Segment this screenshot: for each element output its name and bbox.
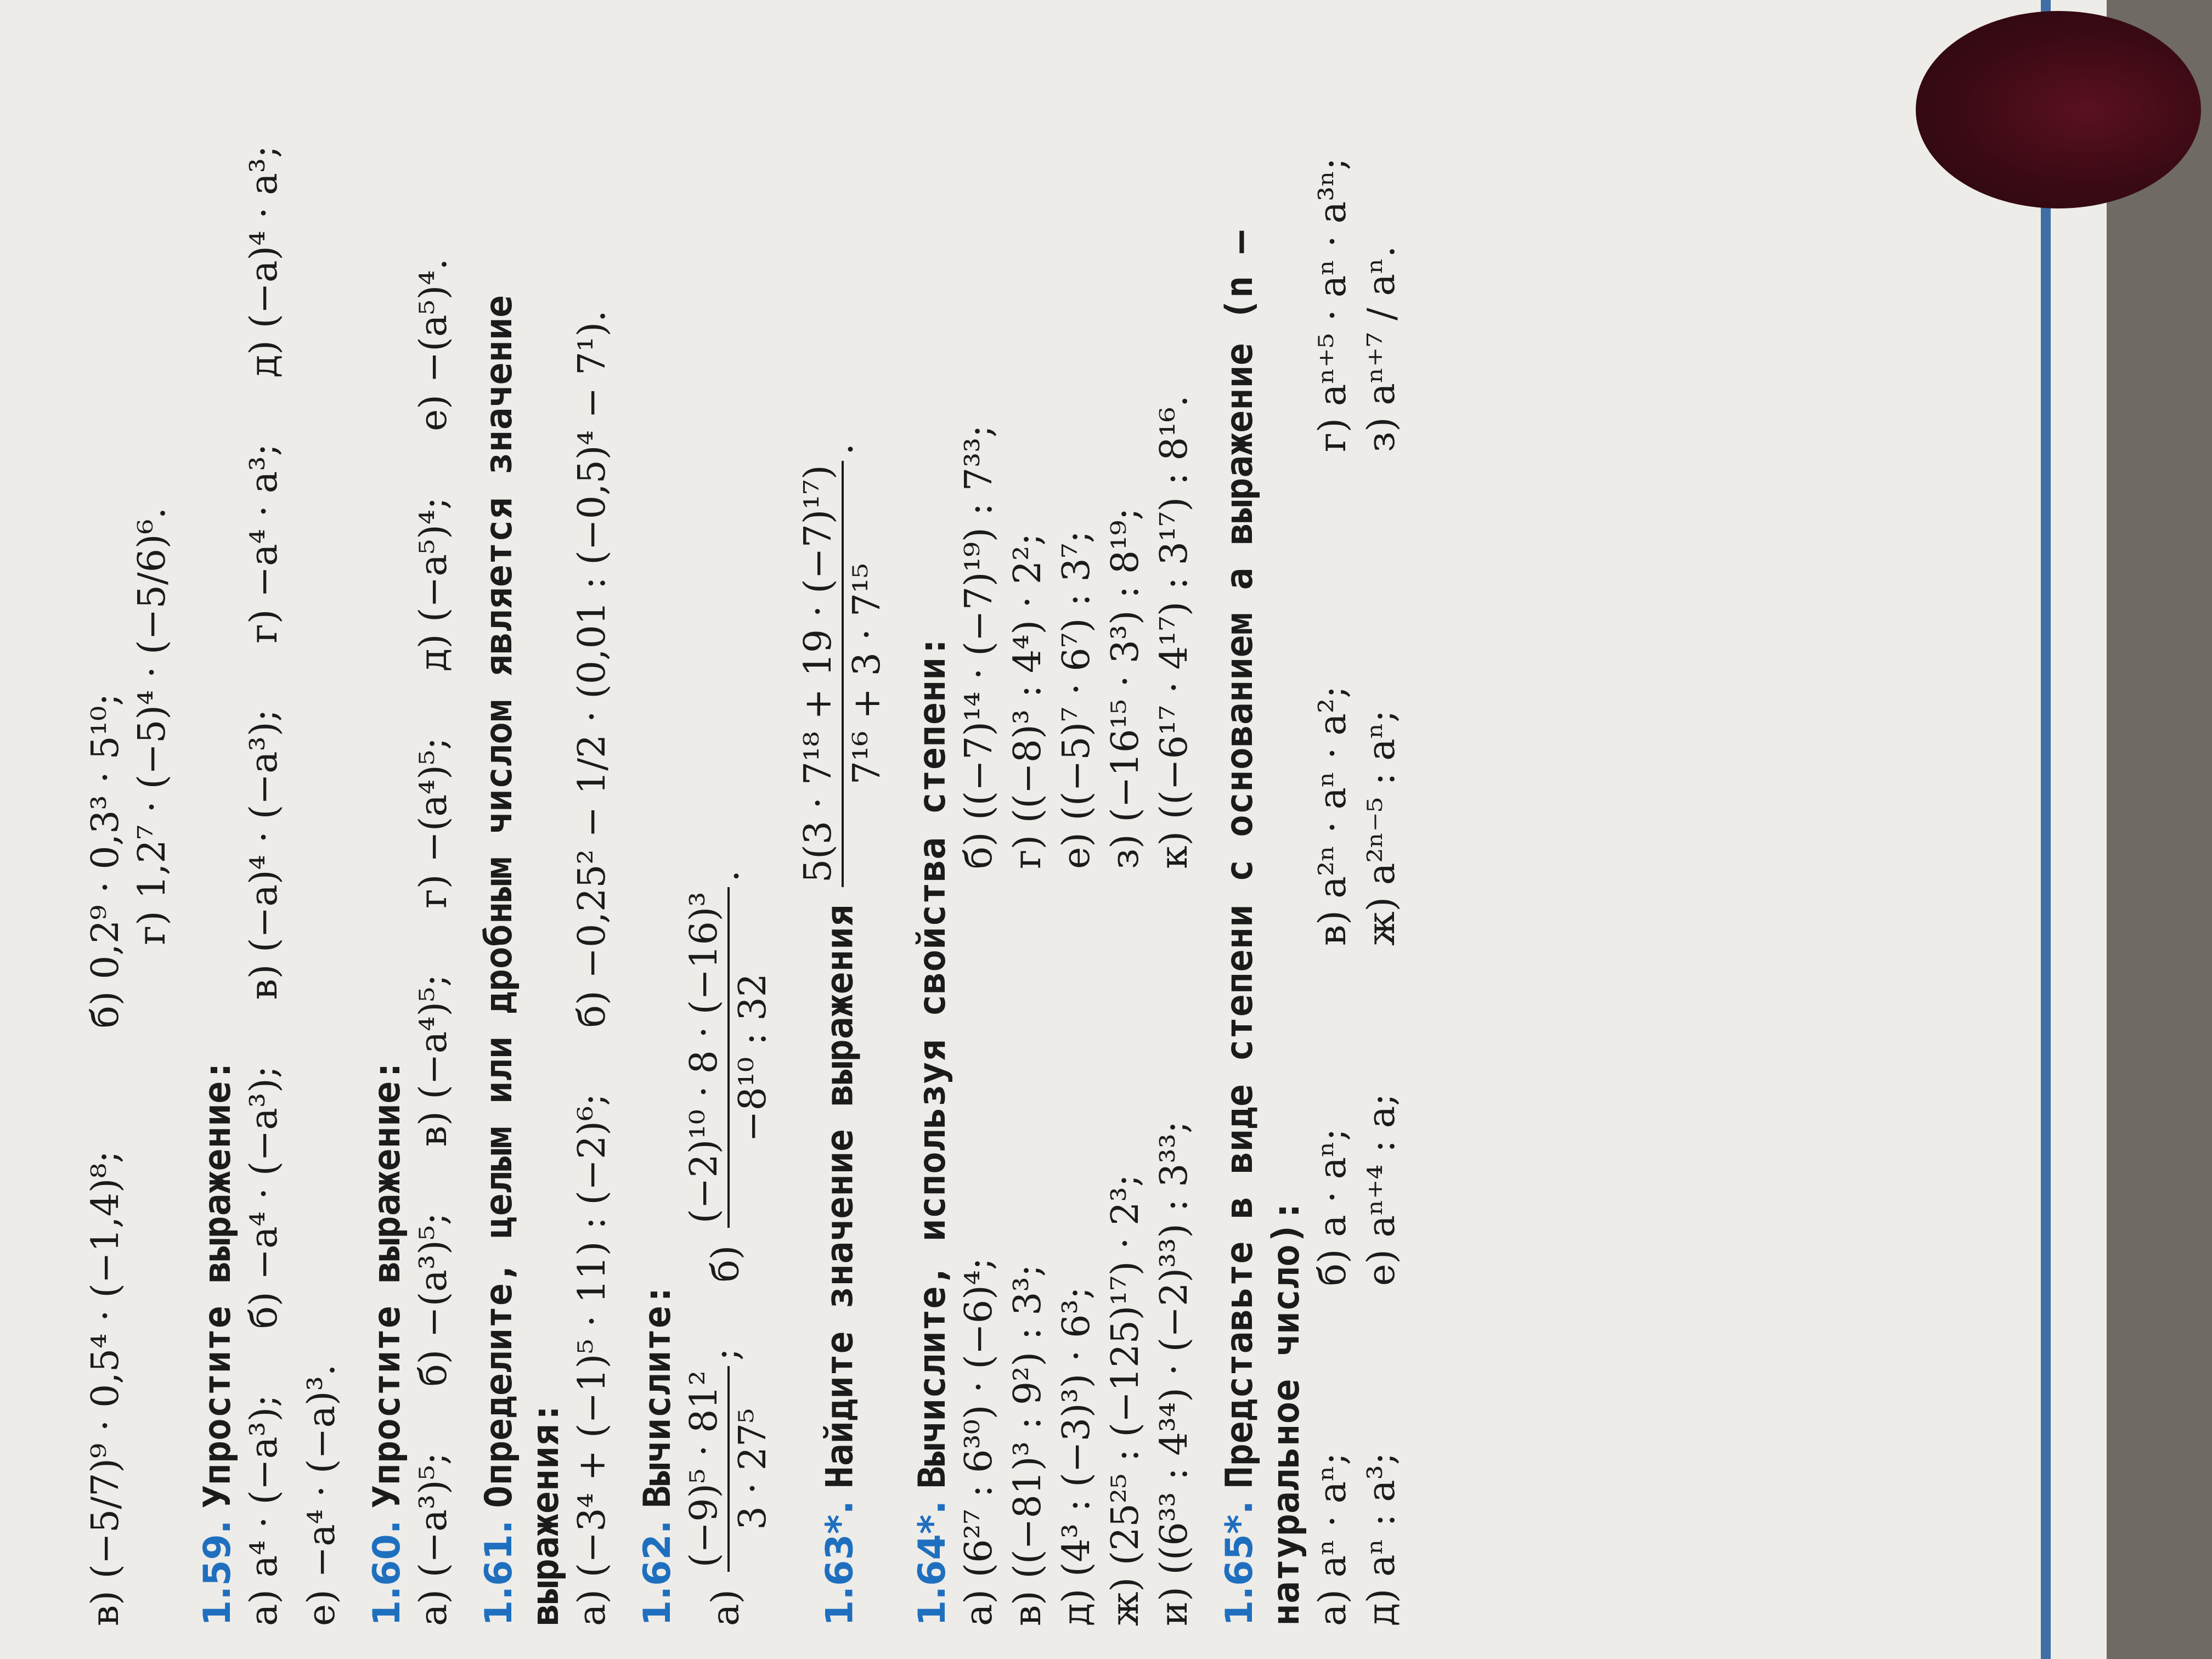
problem-item: б) ((−7)¹⁴ · (−7)¹⁹) : 7³³; [957,425,1001,869]
problem-title: Упростите выражение: [365,1058,409,1508]
problem-item: б) −(a³)⁵; [412,1212,455,1387]
problem-title: Определите, целым или дробным числом является значение выражения: [477,295,567,1626]
problem-item: ж) (25²⁵ : (−125)¹⁷) · 2³; [1104,1174,1147,1626]
problem-number: 1.61. [477,1520,521,1626]
problem-title: Вычислите, используя свойства степени: [911,635,954,1489]
problem-number: 1.60. [365,1520,409,1626]
problem-item: е) aⁿ⁺⁴ : a; [1360,1093,1403,1286]
fraction [681,1366,776,1572]
fraction-expression [681,870,776,1282]
problem-item: з) aⁿ⁺⁷ / aⁿ. [1360,245,1403,452]
problem-item: б) −0,25² − 1/2 · (0,01 : (−0,5)⁴ − 7¹). [571,310,614,1028]
problem-title: Представьте в виде степени с основанием a выражение (n — натуральное число): [1218,230,1308,1626]
problem-item: а) a⁴ · (−a³); [242,1394,286,1626]
problem-1-65 [1216,99,1405,1626]
page-content [82,99,2074,1626]
problem-item: в) (−a)⁴ · (−a³); [242,709,286,1000]
problem-item: б) a · aⁿ; [1311,1128,1355,1286]
problem-item: д) aⁿ : a³; [1360,1452,1403,1626]
problem-item: б) −a⁴ · (−a³); [242,1065,286,1329]
problem-item: з) (−16¹⁵ · 3³) : 8¹⁹; [1104,507,1147,869]
numerator: (−2)¹⁰ · 8 · (−16)³ [681,887,730,1228]
problem-1-61 [476,99,616,1626]
item-tail: ; [704,1348,748,1361]
problem-item: ж) a²ⁿ⁻⁵ : aⁿ; [1360,709,1403,946]
top-item-label: в) [84,1590,127,1626]
problem-item: д) (−a⁵)⁴; [412,496,455,672]
denominator: −8¹⁰ : 32 [731,973,775,1142]
problem-1-62 [634,99,776,1626]
problem-item: и) ((6³³ : 4³⁴) · (−2)³³) : 3³³; [1153,1121,1196,1626]
problem-item: г) aⁿ⁺⁵ · aⁿ · a³ⁿ; [1311,157,1355,452]
denominator: 7¹⁶ + 3 · 7¹⁵ [845,563,889,785]
problem-item: г) −a⁴ · a³; [242,443,286,644]
denominator: 3 · 27⁵ [731,1408,775,1530]
problem-number: 1.63*. [818,1500,862,1626]
problem-item: в) a²ⁿ · aⁿ · a²; [1311,685,1355,946]
fraction-expression [681,1348,776,1626]
problem-item: е) −a⁴ · (−a)³. [300,1364,343,1626]
problem-item: а) (−3⁴ + (−1)⁵ · 11) : (−2)⁶; [571,1093,614,1626]
problem-item: а) (−a³)⁵; [412,1452,455,1626]
top-item-expr: 1,2⁷ · (−5)⁴ · (−5/6)⁶. [131,507,174,899]
problem-item: в) (−a⁴)⁵; [412,974,455,1147]
problem-item: е) −(a⁵)⁴. [412,258,455,431]
problem-item: а) aⁿ · aⁿ; [1311,1452,1355,1626]
problem-title: Найдите значение выражения [818,904,862,1489]
numerator: (−9)⁵ · 81² [681,1366,730,1572]
problem-number: 1.62. [636,1520,679,1626]
fraction [795,461,890,888]
problem-item: в) ((−81)³ : 9²) : 3³; [1006,1264,1049,1626]
numerator: 5(3 · 7¹⁸ + 19 · (−7)¹⁷) [795,461,844,888]
problem-number: 1.64*. [911,1500,954,1626]
problem-1-63 [795,99,890,1626]
problem-item: е) ((−5)⁷ · 6⁷) : 3⁷; [1055,531,1098,869]
problem-item: д) (−a)⁴ · a³; [242,145,286,378]
item-tail: . [704,870,748,882]
top-item-label: б) [84,991,127,1029]
top-lines [82,99,176,1626]
top-item-expr: 0,2⁹ · 0,3³ · 5¹⁰; [84,693,127,980]
fraction [681,887,776,1228]
problem-item: д) (4³ : (−3)³) · 6³; [1055,1286,1098,1626]
item-tail: . [818,443,862,455]
problem-1-64 [909,99,1198,1626]
problem-number: 1.65*. [1218,1500,1261,1626]
fingernail [1916,11,2201,208]
item-label: б) [704,1245,748,1283]
problem-1-60 [364,99,457,1626]
top-item-expr: (−5/7)⁹ · 0,5⁴ · (−1,4)⁸; [84,1150,127,1579]
problem-1-59 [194,99,345,1626]
problem-number: 1.59. [196,1520,239,1626]
problem-item: г) −(a⁴)⁵; [412,737,455,909]
problem-item: а) (6²⁷ : 6³⁰) · (−6)⁴; [957,1257,1001,1626]
problem-item: к) ((−6¹⁷ · 4¹⁷) : 3¹⁷) : 8¹⁶. [1153,395,1196,869]
problem-title: Упростите выражение: [196,1058,239,1508]
top-item-label: г) [131,911,174,945]
problem-title: Вычислите: [636,1283,679,1508]
problem-item: г) ((−8)³ : 4⁴) · 2²; [1006,533,1049,869]
item-label: а) [704,1589,748,1626]
